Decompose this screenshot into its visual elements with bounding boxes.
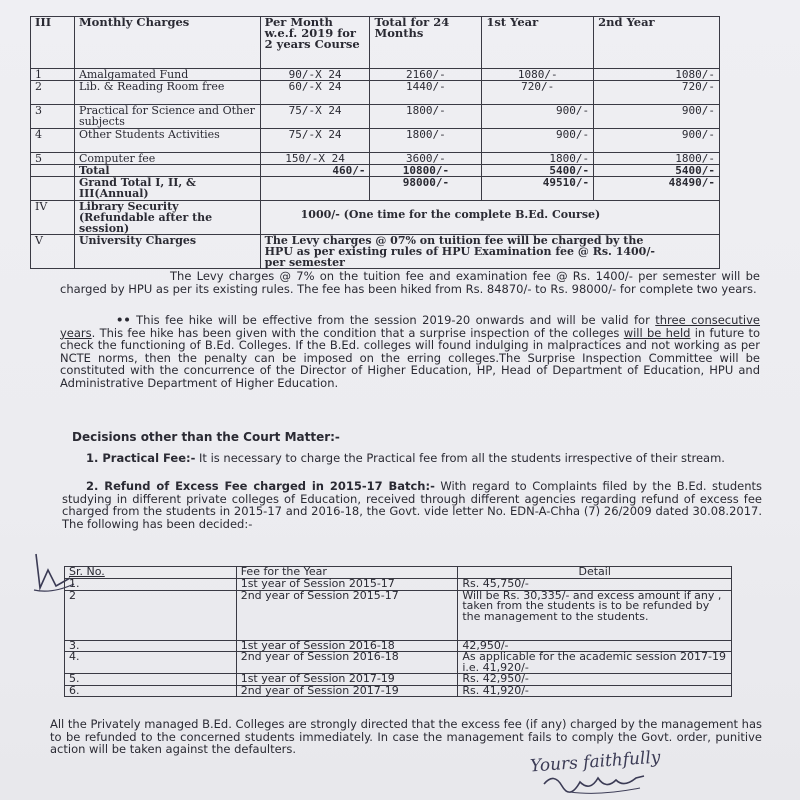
year1-cell: 900/- bbox=[482, 105, 594, 129]
table-row bbox=[65, 590, 732, 640]
fee-hike-text-a: This fee hike will be effective from the session 2019-20 onwards and will be valid for bbox=[136, 313, 656, 327]
header-cell: Detail bbox=[458, 567, 732, 579]
total-cell: 3600/- bbox=[370, 153, 482, 165]
sr-cell: V bbox=[31, 235, 75, 269]
year2-cell: 48490/- bbox=[594, 177, 720, 201]
per-month-cell bbox=[260, 177, 370, 201]
year-cell: 1st year of Session 2015-17 bbox=[236, 579, 458, 591]
year2-cell: 5400/- bbox=[594, 165, 720, 177]
per-month-cell: 150/-X 24 bbox=[260, 153, 370, 165]
year-cell: 2nd year of Session 2016-18 bbox=[236, 652, 458, 674]
year2-cell: 1080/- bbox=[594, 69, 720, 81]
year1-cell: 1080/- bbox=[482, 69, 594, 81]
fee-hike-text-c: in future to check the functioning of B.Ed. Colleges. If the B.Ed. colleges will found indulging in malpractices and not working as per NCTE norms, then the penalty can be imposed on the erring colleges.The Surprise Inspection Committee will be constituted with the concurrence of the Director of Higher Education, HP, Head of Department of Education, HPU and Administrative Department of Higher Education. bbox=[60, 325, 761, 390]
fee-hike-paragraph bbox=[60, 314, 760, 389]
table-row bbox=[65, 685, 732, 697]
item-text: With regard to Complaints filed by the B.Ed. students studying in different private colleges of Education, received through different agencies regarding refund of excess fee charged from the students in 2015-17 and 2016-18, the Govt. vide letter No. EDN-A-Chha (7) 26/2009 dated 30.08.2017. The following has been decided:- bbox=[62, 479, 762, 531]
detail-cell: Will be Rs. 30,335/- and excess amount if any , taken from the students is to be refunded by the management to the students. bbox=[458, 590, 732, 640]
refund-table bbox=[64, 566, 732, 697]
item-cell: Lib. & Reading Room free bbox=[74, 81, 260, 105]
item-cell: Computer fee bbox=[74, 153, 260, 165]
per-month-cell: 60/-X 24 bbox=[260, 81, 370, 105]
detail-cell: Rs. 41,920/- bbox=[458, 685, 732, 697]
sr-cell: 4 bbox=[31, 129, 75, 153]
sr-cell bbox=[31, 177, 75, 201]
sr-cell: 1 bbox=[31, 69, 75, 81]
sr-cell: 5 bbox=[31, 153, 75, 165]
detail-cell: 42,950/- bbox=[458, 640, 732, 652]
table-row bbox=[65, 652, 732, 674]
year2-cell: 720/- bbox=[594, 81, 720, 105]
fee-hike-underlined-a: three consecutive years bbox=[60, 313, 761, 340]
closing-paragraph: All the Privately managed B.Ed. Colleges are strongly directed that the excess fee (if any) charged by the management has to be refunded to the concerned students immediately. In case the management fails to comply the Govt. order, punitive action will be taken against the defaulters. bbox=[50, 717, 762, 756]
year2-cell: 900/- bbox=[594, 105, 720, 129]
table-row bbox=[31, 69, 720, 81]
total-cell: 1800/- bbox=[370, 129, 482, 153]
levy-paragraph: The Levy charges @ 7% on the tuition fee and examination fee @ Rs. 1400/- per semester will be charged by HPU as per its existing rules. The fee has been hiked from Rs. 84870/- to Rs. 98000/- for complete two years. bbox=[60, 269, 760, 296]
table-row bbox=[31, 153, 720, 165]
total-cell: 1440/- bbox=[370, 81, 482, 105]
header-cell: Per Month w.e.f. 2019 for 2 years Course bbox=[260, 17, 370, 69]
sr-cell: 3 bbox=[31, 105, 75, 129]
sr-cell: 2 bbox=[31, 81, 75, 105]
signature-icon bbox=[540, 770, 650, 798]
table-row bbox=[31, 105, 720, 129]
year-cell: 2nd year of Session 2017-19 bbox=[236, 685, 458, 697]
table-row bbox=[31, 81, 720, 105]
header-cell: III bbox=[31, 17, 75, 69]
sr-cell: 6. bbox=[65, 685, 237, 697]
sr-cell bbox=[31, 165, 75, 177]
item-cell: Grand Total I, II, & III(Annual) bbox=[74, 177, 260, 201]
year2-cell: 1800/- bbox=[594, 153, 720, 165]
university-value-cell: The Levy charges @ 07% on tuition fee will be charged by the HPU as per existing rules of HPU Examination fee @ Rs. 1400/- per semester bbox=[260, 235, 719, 269]
item-cell: Library Security (Refundable after the session) bbox=[74, 201, 260, 235]
year1-cell: 49510/- bbox=[482, 177, 594, 201]
header-cell: Fee for the Year bbox=[236, 567, 458, 579]
per-month-cell: 90/-X 24 bbox=[260, 69, 370, 81]
table-row-grand-total bbox=[31, 177, 720, 201]
library-value-cell: 1000/- (One time for the complete B.Ed. Course) bbox=[260, 201, 719, 235]
total-cell: 98000/- bbox=[370, 177, 482, 201]
year1-cell: 1800/- bbox=[482, 153, 594, 165]
total-cell: 10800/- bbox=[370, 165, 482, 177]
sr-cell: 1. bbox=[65, 579, 237, 591]
item-title: 2. Refund of Excess Fee charged in 2015-17 Batch:- bbox=[86, 479, 435, 493]
total-cell: 2160/- bbox=[370, 69, 482, 81]
item-cell: Other Students Activities bbox=[74, 129, 260, 153]
year-cell: 2nd year of Session 2015-17 bbox=[236, 590, 458, 640]
header-cell: Monthly Charges bbox=[74, 17, 260, 69]
detail-cell: Rs. 42,950/- bbox=[458, 674, 732, 686]
table-row-library bbox=[31, 201, 720, 235]
table-row bbox=[31, 129, 720, 153]
item-cell: University Charges bbox=[74, 235, 260, 269]
item-cell: Total bbox=[74, 165, 260, 177]
sr-cell: 4. bbox=[65, 652, 237, 674]
year1-cell: 720/- bbox=[482, 81, 594, 105]
detail-cell: As applicable for the academic session 2017-19 i.e. 41,920/- bbox=[458, 652, 732, 674]
per-month-cell: 460/- bbox=[260, 165, 370, 177]
year-cell: 1st year of Session 2016-18 bbox=[236, 640, 458, 652]
sr-cell: 3. bbox=[65, 640, 237, 652]
per-month-cell: 75/-X 24 bbox=[260, 129, 370, 153]
monthly-charges-table bbox=[30, 16, 720, 269]
item-refund bbox=[62, 480, 762, 530]
decisions-heading: Decisions other than the Court Matter:- bbox=[72, 430, 340, 444]
item-practical-fee bbox=[62, 452, 762, 465]
sr-cell: IV bbox=[31, 201, 75, 235]
item-cell: Practical for Science and Other subjects bbox=[74, 105, 260, 129]
header-cell: 1st Year bbox=[482, 17, 594, 69]
table-header-row bbox=[31, 17, 720, 69]
item-cell: Amalgamated Fund bbox=[74, 69, 260, 81]
item-text: It is necessary to charge the Practical fee from all the students irrespective of their stream. bbox=[195, 451, 725, 465]
item-title: 1. Practical Fee:- bbox=[86, 451, 196, 465]
table-row-total bbox=[31, 165, 720, 177]
fee-hike-underlined-b: will be held bbox=[623, 325, 691, 340]
year1-cell: 900/- bbox=[482, 129, 594, 153]
detail-cell: Rs. 45,750/- bbox=[458, 579, 732, 591]
sr-cell: 2 bbox=[65, 590, 237, 640]
fee-hike-text-b: . This fee hike has been given with the condition that a surprise inspection of the colleges bbox=[91, 325, 624, 340]
total-cell: 1800/- bbox=[370, 105, 482, 129]
sr-cell: 5. bbox=[65, 674, 237, 686]
header-cell: Sr. No. bbox=[65, 567, 237, 579]
year1-cell: 5400/- bbox=[482, 165, 594, 177]
table-header-row bbox=[65, 567, 732, 579]
year-cell: 1st year of Session 2017-19 bbox=[236, 674, 458, 686]
header-cell: Total for 24 Months bbox=[370, 17, 482, 69]
per-month-cell: 75/-X 24 bbox=[260, 105, 370, 129]
table-row-university bbox=[31, 235, 720, 269]
signoff-text: Yours faithfully bbox=[529, 747, 662, 777]
year2-cell: 900/- bbox=[594, 129, 720, 153]
bullet: •• bbox=[116, 313, 131, 327]
header-cell: 2nd Year bbox=[594, 17, 720, 69]
